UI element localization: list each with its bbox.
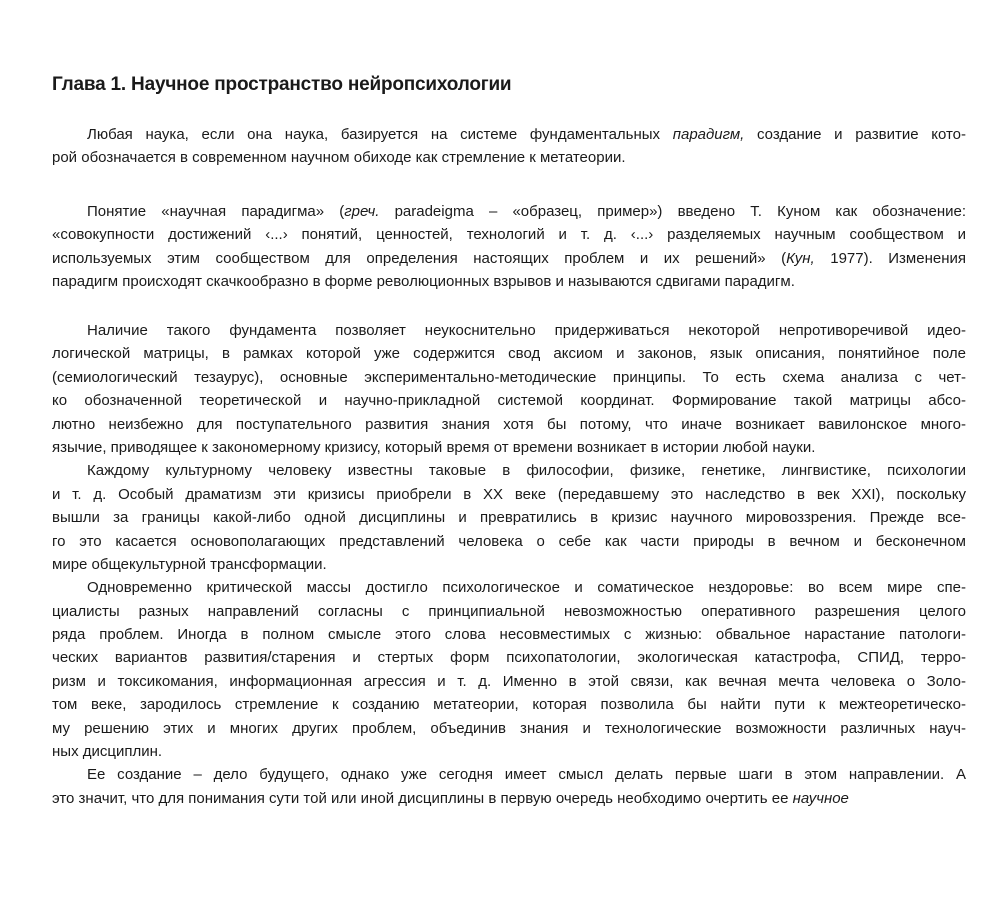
text-segment: ных дисциплин.: [52, 743, 163, 761]
text-line: [52, 763, 966, 786]
text-segment: «совокупности достижений ‹...› понятий, ценностей, технологий и т. д. ‹...› разделяемых научным сообществом и: [52, 226, 966, 244]
italic-text: научное: [792, 789, 849, 807]
text-segment: ческих вариантов развития/старения и стертых форм психопатологии, экологическая катастрофа, СПИД, терро-: [52, 649, 966, 667]
text-segment: ко обозначенной теоретической и научно-прикладной системой координат. Формирование такой матрицы абсо-: [52, 392, 966, 410]
text-segment: мире общекультурной трансформации.: [52, 555, 327, 573]
italic-text: парадигм,: [672, 126, 745, 143]
text-segment: Одновременно критической массы достигло психологическое и соматическое нездоровье: во всем мире спе-: [87, 579, 966, 597]
text-segment: логической матрицы, в рамках которой уже содержится свод аксиом и законов, язык описания, понятийное поле: [52, 345, 966, 363]
text-line: [52, 506, 966, 529]
text-line: [52, 389, 966, 412]
text-line: [52, 670, 966, 693]
text-segment: ряда проблем. Иногда в полном смысле этого слова несовместимых с жизнью: обвальное нарастание патологи-: [52, 626, 966, 644]
paragraph-group-3: [52, 319, 966, 810]
paragraph-group-2: [52, 200, 966, 294]
text-line: [52, 342, 966, 365]
text-line: [52, 366, 966, 389]
text-segment: это значит, что для понимания сути той или иной дисциплины в первую очередь необходимо очертить ее: [52, 789, 793, 807]
text-line: [52, 436, 966, 459]
paragraph-group-1: [52, 123, 966, 170]
text-segment: рой обозначается в современном научном обиходе как стремление к метатеории.: [52, 149, 626, 167]
text-line: [52, 247, 966, 270]
text-segment: язычие, приводящее к закономерному кризису, который время от времени возникает в истории любой науки.: [52, 438, 816, 456]
text-line: [52, 693, 966, 716]
text-segment: том веке, зародилось стремление к созданию метатеории, которая позволила бы найти пути к межтеоретическо-: [52, 696, 966, 714]
text-line: [52, 319, 966, 342]
text-segment: Понятие «научная парадигма» (: [87, 203, 345, 220]
paragraph: [52, 763, 966, 810]
paragraph: [52, 576, 966, 763]
text-segment: используемых этим сообществом для определения настоящих проблем и их решений» (: [52, 249, 787, 267]
text-line: [52, 623, 966, 646]
text-line: [52, 646, 966, 669]
text-line: [52, 270, 966, 293]
text-segment: парадигм происходят скачкообразно в форме революционных взрывов и называются сдвигами парадигм.: [52, 273, 795, 291]
text-line: [52, 576, 966, 599]
paragraph: [52, 123, 966, 170]
text-segment: 1977). Изменения: [814, 249, 967, 267]
text-line: [52, 530, 966, 553]
text-line: [52, 223, 966, 246]
text-line: [52, 553, 966, 576]
chapter-heading: Глава 1. Научное пространство нейропсихологии: [52, 74, 512, 95]
text-line: [52, 413, 966, 436]
paragraph: [52, 200, 966, 294]
text-segment: Каждому культурному человеку известны таковые в философии, физике, генетике, лингвистике, психологии: [87, 462, 966, 480]
italic-text: Кун,: [786, 249, 815, 267]
text-segment: му решению этих и многих других проблем, объединив знания и технологические возможности различных науч-: [52, 719, 966, 737]
text-line: [52, 123, 966, 146]
paragraph: [52, 459, 966, 576]
text-segment: Ее создание – дело будущего, однако уже сегодня имеет смысл делать первые шаги в этом направлении. А: [87, 766, 966, 784]
text-line: [52, 717, 966, 740]
text-segment: циалисты разных направлений согласны с принципиальной невозможностью оперативного разрешения целого: [52, 602, 966, 620]
paragraph: [52, 319, 966, 459]
text-segment: го это касается основополагающих представлений человека о себе как части природы в вечном и бесконечном: [52, 532, 966, 550]
text-line: [52, 146, 966, 169]
text-segment: вышли за границы какой-либо одной дисциплины и превратились в кризис научного мировоззрения. Прежде все-: [52, 509, 966, 527]
text-line: [52, 740, 966, 763]
text-line: [52, 600, 966, 623]
text-segment: Любая наука, если она наука, базируется на системе фундаментальных: [87, 126, 673, 143]
text-line: [52, 787, 966, 810]
text-segment: ризм и токсикомания, информационная агрессия и т. д. Именно в этой связи, как вечная мечта человека о Золо-: [52, 672, 966, 690]
text-segment: лютно неизбежно для поступательного развития знания хотя бы потому, что иначе возникает вавилонское много-: [52, 415, 966, 433]
text-segment: Наличие такого фундамента позволяет неукоснительно придерживаться некоторой непротиворечивой идео-: [87, 322, 966, 339]
text-segment: paradeigma – «образец, пример») введено Т. Куном как обозначение:: [379, 203, 966, 220]
text-line: [52, 200, 966, 223]
text-line: [52, 459, 966, 482]
text-line: [52, 483, 966, 506]
text-segment: создание и развитие кото-: [744, 126, 966, 143]
italic-text: греч.: [344, 203, 380, 220]
text-segment: (семиологический тезаурус), основные экспериментально-методические принципы. То есть схема анализа с чет-: [52, 368, 966, 386]
text-segment: и т. д. Особый драматизм эти кризисы приобрели в XX веке (передавшему это наследство в век XXI), поскольку: [52, 485, 966, 503]
